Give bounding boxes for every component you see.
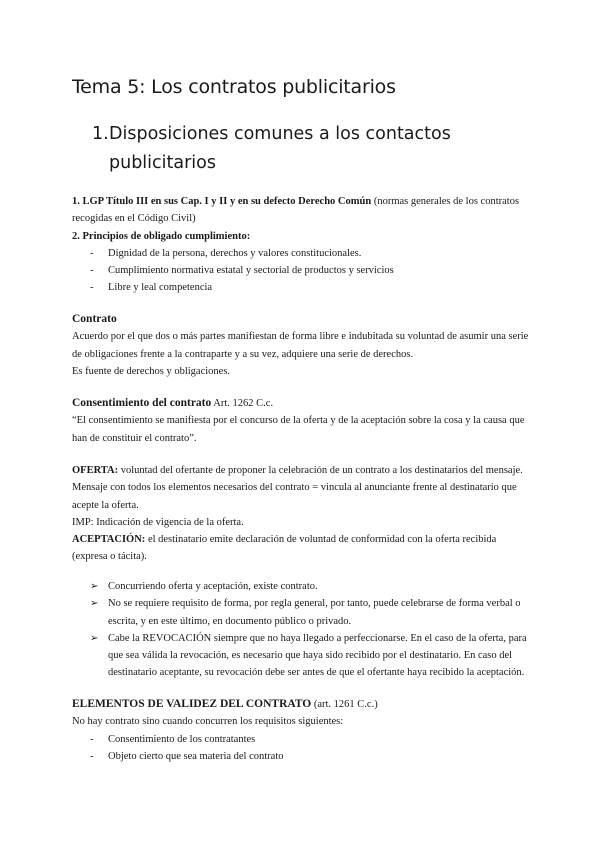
dash-marker: -: [90, 265, 94, 277]
list-item: - Consentimiento de los contratantes: [72, 731, 532, 748]
dash-marker: -: [90, 247, 94, 259]
oferta-block: [72, 462, 532, 566]
list-item: - Objeto cierto que sea materia del contrato: [72, 748, 532, 765]
contract-rules-block: [72, 578, 532, 682]
contract-rules-list: [72, 578, 532, 682]
aceptacion-definition: ACEPTACIÓN: el destinatario emite declaración de voluntad de conformidad con la oferta recibida (expresa o tácita).: [72, 534, 497, 563]
item-1-rest: (normas generales de los contratos recogidas en el Código Civil): [72, 196, 520, 225]
principles-list: [72, 245, 532, 297]
list-item: - Dignidad de la persona, derechos y valores constitucionales.: [72, 245, 532, 262]
item-1: [72, 193, 532, 228]
elementos-intro: No hay contrato sino cuando concurren los requisitos siguientes:: [72, 716, 344, 728]
oferta-message: Mensaje con todos los elementos necesarios del contrato = vincula al anunciante frente al destinatario que acepte la oferta.: [72, 482, 517, 511]
list-item: - Cumplimiento normativa estatal y sectorial de productos y servicios: [72, 262, 532, 279]
dash-marker: -: [90, 750, 94, 762]
contrato-definition: Acuerdo por el que dos o más partes manifiestan de forma libre e indubitada su voluntad de asumir una serie de obligaciones frente a la contraparte y a su vez, adquiere una serie de derechos.: [72, 331, 529, 360]
consentimiento-heading: Consentimiento del contrato Art. 1262 C.c.: [72, 397, 274, 409]
arrow-icon: ➢: [90, 581, 99, 592]
elementos-block: [72, 696, 532, 765]
contrato-source: Es fuente de derechos y obligaciones.: [72, 365, 231, 377]
arrow-icon: ➢: [90, 598, 99, 610]
oferta-definition: OFERTA: voluntad del ofertante de proponer la celebración de un contrato a los destinatarios del mensaje.: [72, 465, 523, 476]
elementos-heading: ELEMENTOS DE VALIDEZ DEL CONTRATO (art. 1261 C.c.): [72, 698, 378, 710]
elementos-list: [72, 731, 532, 766]
list-item: ➢ No se requiere requisito de forma, por regla general, por tanto, puede celebrarse de forma verbal o escrita, y en este último, en documento público o privado.: [72, 595, 532, 630]
dash-marker: -: [90, 282, 94, 294]
section-title: Disposiciones comunes a los contactos publicitarios: [109, 124, 451, 173]
consentimiento-block: [72, 395, 532, 447]
list-item: ➢ Concurriendo oferta y aceptación, existe contrato.: [72, 578, 532, 595]
aceptacion-label: ACEPTACIÓN:: [72, 534, 146, 546]
section-heading: [92, 120, 512, 178]
item-1-bold: 1. LGP Título III en sus Cap. I y II y en su defecto Derecho Común: [72, 196, 372, 207]
contrato-heading: Contrato: [72, 313, 117, 325]
oferta-label: OFERTA:: [72, 465, 119, 476]
consentimiento-quote: “El consentimiento se manifiesta por el concurso de la oferta y de la aceptación sobre la cosa y la causa que han de constituir el contrato”.: [72, 415, 525, 444]
list-item: ➢ Cabe la REVOCACIÓN siempre que no haya llegado a perfeccionarse. En el caso de la oferta, para que sea válida la revocación, es necesario que haya sido recibido por el destinatario. En caso del destinatario aceptante, su revocación debe ser antes de que el ofertante haya recibido la aceptación.: [72, 630, 532, 682]
item-2: 2. Principios de obligado cumplimiento:: [72, 230, 251, 242]
legal-basis-block: [72, 193, 532, 297]
arrow-icon: ➢: [90, 632, 99, 644]
dash-marker: -: [90, 733, 94, 745]
oferta-imp: IMP: Indicación de vigencia de la oferta.: [72, 516, 244, 528]
list-item: - Libre y leal competencia: [72, 279, 532, 296]
page-title: Tema 5: Los contratos publicitarios: [72, 76, 396, 98]
section-number: 1.: [92, 124, 109, 144]
contrato-block: [72, 311, 532, 380]
